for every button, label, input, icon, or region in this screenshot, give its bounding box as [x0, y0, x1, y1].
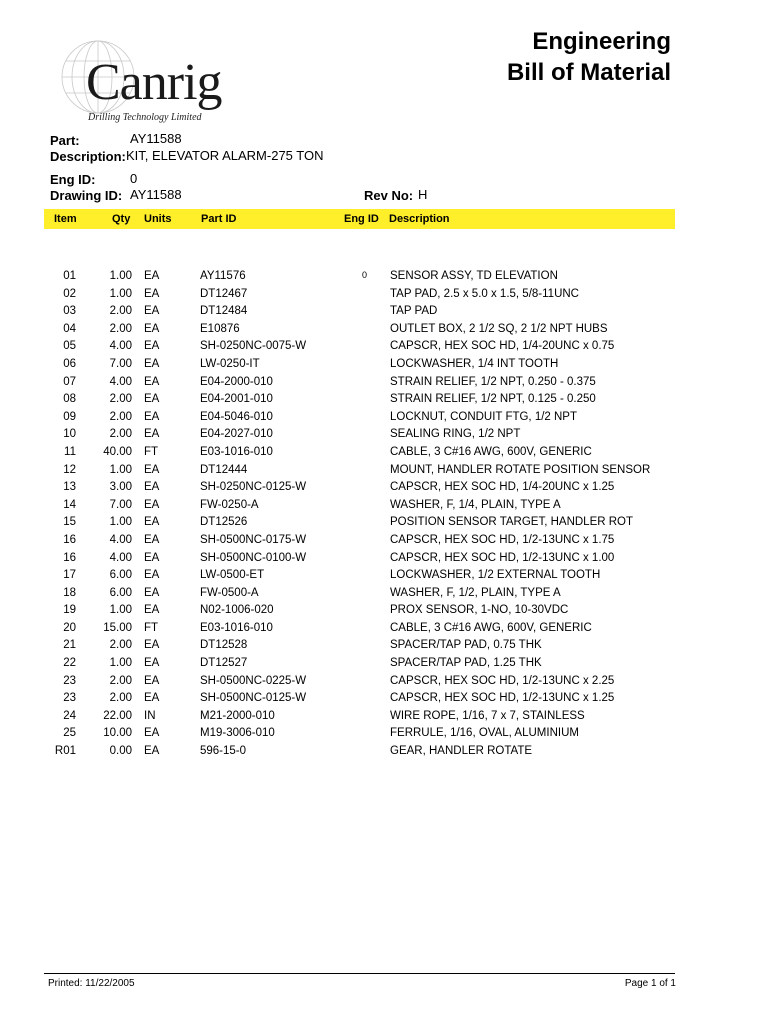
- cell-qty: 2.00: [109, 428, 132, 441]
- col-description: Description: [389, 213, 450, 225]
- table-row: [0, 444, 768, 462]
- cell-description: STRAIN RELIEF, 1/2 NPT, 0.125 - 0.250: [390, 393, 596, 406]
- cell-units: EA: [144, 322, 160, 335]
- table-row: [0, 567, 768, 585]
- table-row: [0, 690, 768, 708]
- cell-units: EA: [144, 639, 160, 652]
- cell-description: WASHER, F, 1/2, PLAIN, TYPE A: [390, 586, 561, 599]
- cell-qty: 1.00: [109, 287, 132, 300]
- cell-units: EA: [144, 533, 160, 546]
- cell-item: 10: [63, 428, 76, 441]
- cell-qty: 1.00: [109, 463, 132, 476]
- cell-qty: 1.00: [109, 657, 132, 670]
- cell-units: EA: [144, 375, 160, 388]
- table-row: [0, 409, 768, 427]
- cell-part-id: N02-1006-020: [200, 604, 274, 617]
- cell-item: 08: [63, 393, 76, 406]
- cell-item: 14: [63, 498, 76, 511]
- cell-description: CAPSCR, HEX SOC HD, 1/2-13UNC x 2.25: [390, 674, 615, 687]
- cell-units: EA: [144, 586, 160, 599]
- cell-part-id: E04-2000-010: [200, 375, 273, 388]
- cell-units: EA: [144, 516, 160, 529]
- logo-tagline: Drilling Technology Limited: [88, 112, 202, 123]
- drawing-id-value: AY11588: [130, 187, 182, 202]
- cell-description: CABLE, 3 C#16 AWG, 600V, GENERIC: [390, 445, 592, 458]
- cell-units: EA: [144, 287, 160, 300]
- cell-units: EA: [144, 357, 160, 370]
- cell-description: CAPSCR, HEX SOC HD, 1/4-20UNC x 1.25: [390, 481, 615, 494]
- cell-item: 24: [63, 709, 76, 722]
- eng-id-label: Eng ID:: [50, 172, 96, 187]
- cell-description: CAPSCR, HEX SOC HD, 1/2-13UNC x 1.75: [390, 533, 615, 546]
- cell-description: OUTLET BOX, 2 1/2 SQ, 2 1/2 NPT HUBS: [390, 322, 608, 335]
- cell-units: EA: [144, 410, 160, 423]
- cell-eng-id: 0: [362, 270, 368, 280]
- cell-item: 01: [63, 270, 76, 282]
- rev-value: H: [418, 187, 428, 202]
- cell-part-id: SH-0250NC-0125-W: [200, 481, 307, 494]
- cell-part-id: E03-1016-010: [200, 621, 273, 634]
- logo-wordmark: Canrig: [86, 54, 222, 111]
- cell-units: EA: [144, 657, 160, 670]
- col-qty: Qty: [112, 213, 131, 225]
- table-row: [0, 620, 768, 638]
- table-row: [0, 356, 768, 374]
- cell-item: 12: [63, 463, 76, 476]
- cell-description: LOCKWASHER, 1/2 EXTERNAL TOOTH: [390, 569, 601, 582]
- cell-units: EA: [144, 481, 160, 494]
- cell-part-id: E10876: [200, 322, 240, 335]
- cell-description: TAP PAD, 2.5 x 5.0 x 1.5, 5/8-11UNC: [390, 287, 579, 300]
- table-row: [0, 585, 768, 603]
- cell-description: MOUNT, HANDLER ROTATE POSITION SENSOR: [390, 463, 651, 476]
- cell-item: 15: [63, 516, 76, 529]
- cell-qty: 2.00: [109, 410, 132, 423]
- col-units: Units: [144, 213, 172, 225]
- cell-part-id: LW-0500-ET: [200, 569, 265, 582]
- cell-units: EA: [144, 305, 160, 318]
- cell-part-id: 596-15-0: [200, 745, 247, 758]
- cell-item: 04: [63, 322, 76, 335]
- cell-item: 23: [63, 692, 76, 705]
- cell-qty: 2.00: [109, 305, 132, 318]
- cell-part-id: SH-0500NC-0175-W: [200, 533, 307, 546]
- cell-description: SPACER/TAP PAD, 1.25 THK: [390, 657, 542, 670]
- cell-item: 07: [63, 375, 76, 388]
- company-logo: [58, 35, 238, 125]
- cell-item: 02: [63, 287, 76, 300]
- table-row: [0, 725, 768, 743]
- cell-qty: 7.00: [109, 498, 132, 511]
- cell-qty: 4.00: [109, 340, 132, 353]
- cell-part-id: E04-2001-010: [200, 393, 273, 406]
- cell-description: GEAR, HANDLER ROTATE: [390, 745, 533, 758]
- cell-part-id: DT12467: [200, 287, 248, 300]
- drawing-id-label: Drawing ID:: [50, 188, 123, 203]
- cell-description: TAP PAD: [390, 305, 438, 318]
- cell-description: WIRE ROPE, 1/16, 7 x 7, STAINLESS: [390, 709, 585, 722]
- cell-qty: 40.00: [103, 445, 132, 458]
- cell-qty: 1.00: [109, 516, 132, 529]
- cell-description: CAPSCR, HEX SOC HD, 1/2-13UNC x 1.25: [390, 692, 615, 705]
- cell-description: FERRULE, 1/16, OVAL, ALUMINIUM: [390, 727, 579, 740]
- cell-units: EA: [144, 463, 160, 476]
- cell-item: 09: [63, 410, 76, 423]
- table-row: [0, 286, 768, 304]
- cell-qty: 6.00: [109, 586, 132, 599]
- cell-units: EA: [144, 604, 160, 617]
- cell-part-id: DT12528: [200, 639, 248, 652]
- cell-qty: 7.00: [109, 357, 132, 370]
- cell-units: EA: [144, 745, 160, 758]
- table-row: [0, 708, 768, 726]
- cell-item: 19: [63, 604, 76, 617]
- cell-item: 13: [63, 481, 76, 494]
- part-label: Part:: [50, 133, 80, 148]
- cell-qty: 4.00: [109, 551, 132, 564]
- cell-description: LOCKNUT, CONDUIT FTG, 1/2 NPT: [390, 410, 578, 423]
- cell-qty: 22.00: [103, 709, 132, 722]
- cell-qty: 2.00: [109, 674, 132, 687]
- table-row: [0, 462, 768, 480]
- cell-item: 22: [63, 657, 76, 670]
- table-row: [0, 602, 768, 620]
- table-row: [0, 268, 768, 286]
- cell-part-id: E04-5046-010: [200, 410, 273, 423]
- part-value: AY11588: [130, 131, 182, 146]
- cell-part-id: M21-2000-010: [200, 709, 275, 722]
- table-row: [0, 673, 768, 691]
- cell-description: SENSOR ASSY, TD ELEVATION: [390, 270, 558, 282]
- cell-description: POSITION SENSOR TARGET, HANDLER ROT: [390, 516, 634, 529]
- cell-description: STRAIN RELIEF, 1/2 NPT, 0.250 - 0.375: [390, 375, 596, 388]
- col-eng-id: Eng ID: [344, 213, 379, 225]
- table-row: [0, 514, 768, 532]
- table-row: [0, 374, 768, 392]
- cell-part-id: FW-0250-A: [200, 498, 259, 511]
- bom-table-body: [0, 268, 768, 761]
- title-line-2: Bill of Material: [506, 59, 671, 86]
- table-row: [0, 637, 768, 655]
- table-row: [0, 550, 768, 568]
- cell-qty: 4.00: [109, 375, 132, 388]
- cell-item: 16: [63, 533, 76, 546]
- table-row: [0, 479, 768, 497]
- cell-description: PROX SENSOR, 1-NO, 10-30VDC: [390, 604, 569, 617]
- cell-part-id: DT12527: [200, 657, 248, 670]
- table-row: [0, 743, 768, 761]
- cell-item: 25: [63, 727, 76, 740]
- cell-item: R01: [54, 745, 76, 758]
- printed-date: Printed: 11/22/2005: [48, 978, 135, 989]
- cell-item: 18: [63, 586, 76, 599]
- cell-qty: 10.00: [103, 727, 132, 740]
- cell-item: 16: [63, 551, 76, 564]
- cell-item: 03: [63, 305, 76, 318]
- cell-part-id: E03-1016-010: [200, 445, 273, 458]
- table-row: [0, 497, 768, 515]
- cell-units: FT: [144, 621, 159, 634]
- cell-item: 11: [64, 445, 76, 458]
- cell-qty: 15.00: [103, 621, 132, 634]
- table-row: [0, 532, 768, 550]
- description-value: KIT, ELEVATOR ALARM-275 TON: [126, 148, 324, 163]
- cell-description: SPACER/TAP PAD, 0.75 THK: [390, 639, 542, 652]
- cell-description: CABLE, 3 C#16 AWG, 600V, GENERIC: [390, 621, 592, 634]
- cell-part-id: DT12444: [200, 463, 248, 476]
- cell-qty: 2.00: [109, 322, 132, 335]
- cell-qty: 1.00: [109, 604, 132, 617]
- cell-units: EA: [144, 340, 160, 353]
- footer-divider: [44, 973, 675, 974]
- cell-qty: 4.00: [109, 533, 132, 546]
- cell-part-id: SH-0500NC-0125-W: [200, 692, 307, 705]
- cell-units: EA: [144, 393, 160, 406]
- cell-units: EA: [144, 270, 160, 282]
- table-header: [44, 209, 675, 229]
- cell-units: EA: [144, 428, 160, 441]
- cell-units: FT: [144, 445, 159, 458]
- cell-part-id: AY11576: [200, 270, 246, 282]
- page-number: Page 1 of 1: [624, 978, 676, 989]
- eng-id-value: 0: [130, 171, 138, 186]
- cell-part-id: FW-0500-A: [200, 586, 259, 599]
- cell-qty: 6.00: [109, 569, 132, 582]
- table-row: [0, 338, 768, 356]
- cell-part-id: SH-0250NC-0075-W: [200, 340, 307, 353]
- cell-part-id: DT12484: [200, 305, 248, 318]
- col-part-id: Part ID: [201, 213, 237, 225]
- cell-units: EA: [144, 674, 160, 687]
- cell-item: 06: [63, 357, 76, 370]
- cell-qty: 2.00: [109, 639, 132, 652]
- table-row: [0, 655, 768, 673]
- col-item: Item: [54, 213, 77, 225]
- cell-item: 20: [63, 621, 76, 634]
- table-row: [0, 426, 768, 444]
- cell-qty: 2.00: [109, 692, 132, 705]
- cell-units: EA: [144, 692, 160, 705]
- table-row: [0, 391, 768, 409]
- cell-part-id: E04-2027-010: [200, 428, 273, 441]
- cell-part-id: DT12526: [200, 516, 248, 529]
- cell-units: EA: [144, 727, 160, 740]
- cell-item: 05: [63, 340, 76, 353]
- cell-description: LOCKWASHER, 1/4 INT TOOTH: [390, 357, 559, 370]
- cell-units: EA: [144, 551, 160, 564]
- cell-qty: 2.00: [109, 393, 132, 406]
- table-row: [0, 321, 768, 339]
- cell-description: WASHER, F, 1/4, PLAIN, TYPE A: [390, 498, 561, 511]
- cell-qty: 1.00: [109, 270, 132, 282]
- title-line-1: Engineering: [532, 28, 671, 55]
- cell-item: 17: [63, 569, 76, 582]
- cell-description: CAPSCR, HEX SOC HD, 1/2-13UNC x 1.00: [390, 551, 615, 564]
- cell-qty: 3.00: [109, 481, 132, 494]
- cell-description: SEALING RING, 1/2 NPT: [390, 428, 521, 441]
- cell-part-id: SH-0500NC-0100-W: [200, 551, 307, 564]
- cell-part-id: LW-0250-IT: [200, 357, 260, 370]
- table-row: [0, 303, 768, 321]
- cell-units: EA: [144, 569, 160, 582]
- cell-item: 23: [63, 674, 76, 687]
- cell-qty: 0.00: [109, 745, 132, 758]
- cell-item: 21: [63, 639, 76, 652]
- rev-label: Rev No:: [364, 188, 414, 203]
- cell-description: CAPSCR, HEX SOC HD, 1/4-20UNC x 0.75: [390, 340, 615, 353]
- cell-units: IN: [144, 709, 156, 722]
- cell-units: EA: [144, 498, 160, 511]
- cell-part-id: SH-0500NC-0225-W: [200, 674, 307, 687]
- cell-part-id: M19-3006-010: [200, 727, 275, 740]
- description-label: Description:: [50, 149, 126, 164]
- document-title: [507, 26, 671, 88]
